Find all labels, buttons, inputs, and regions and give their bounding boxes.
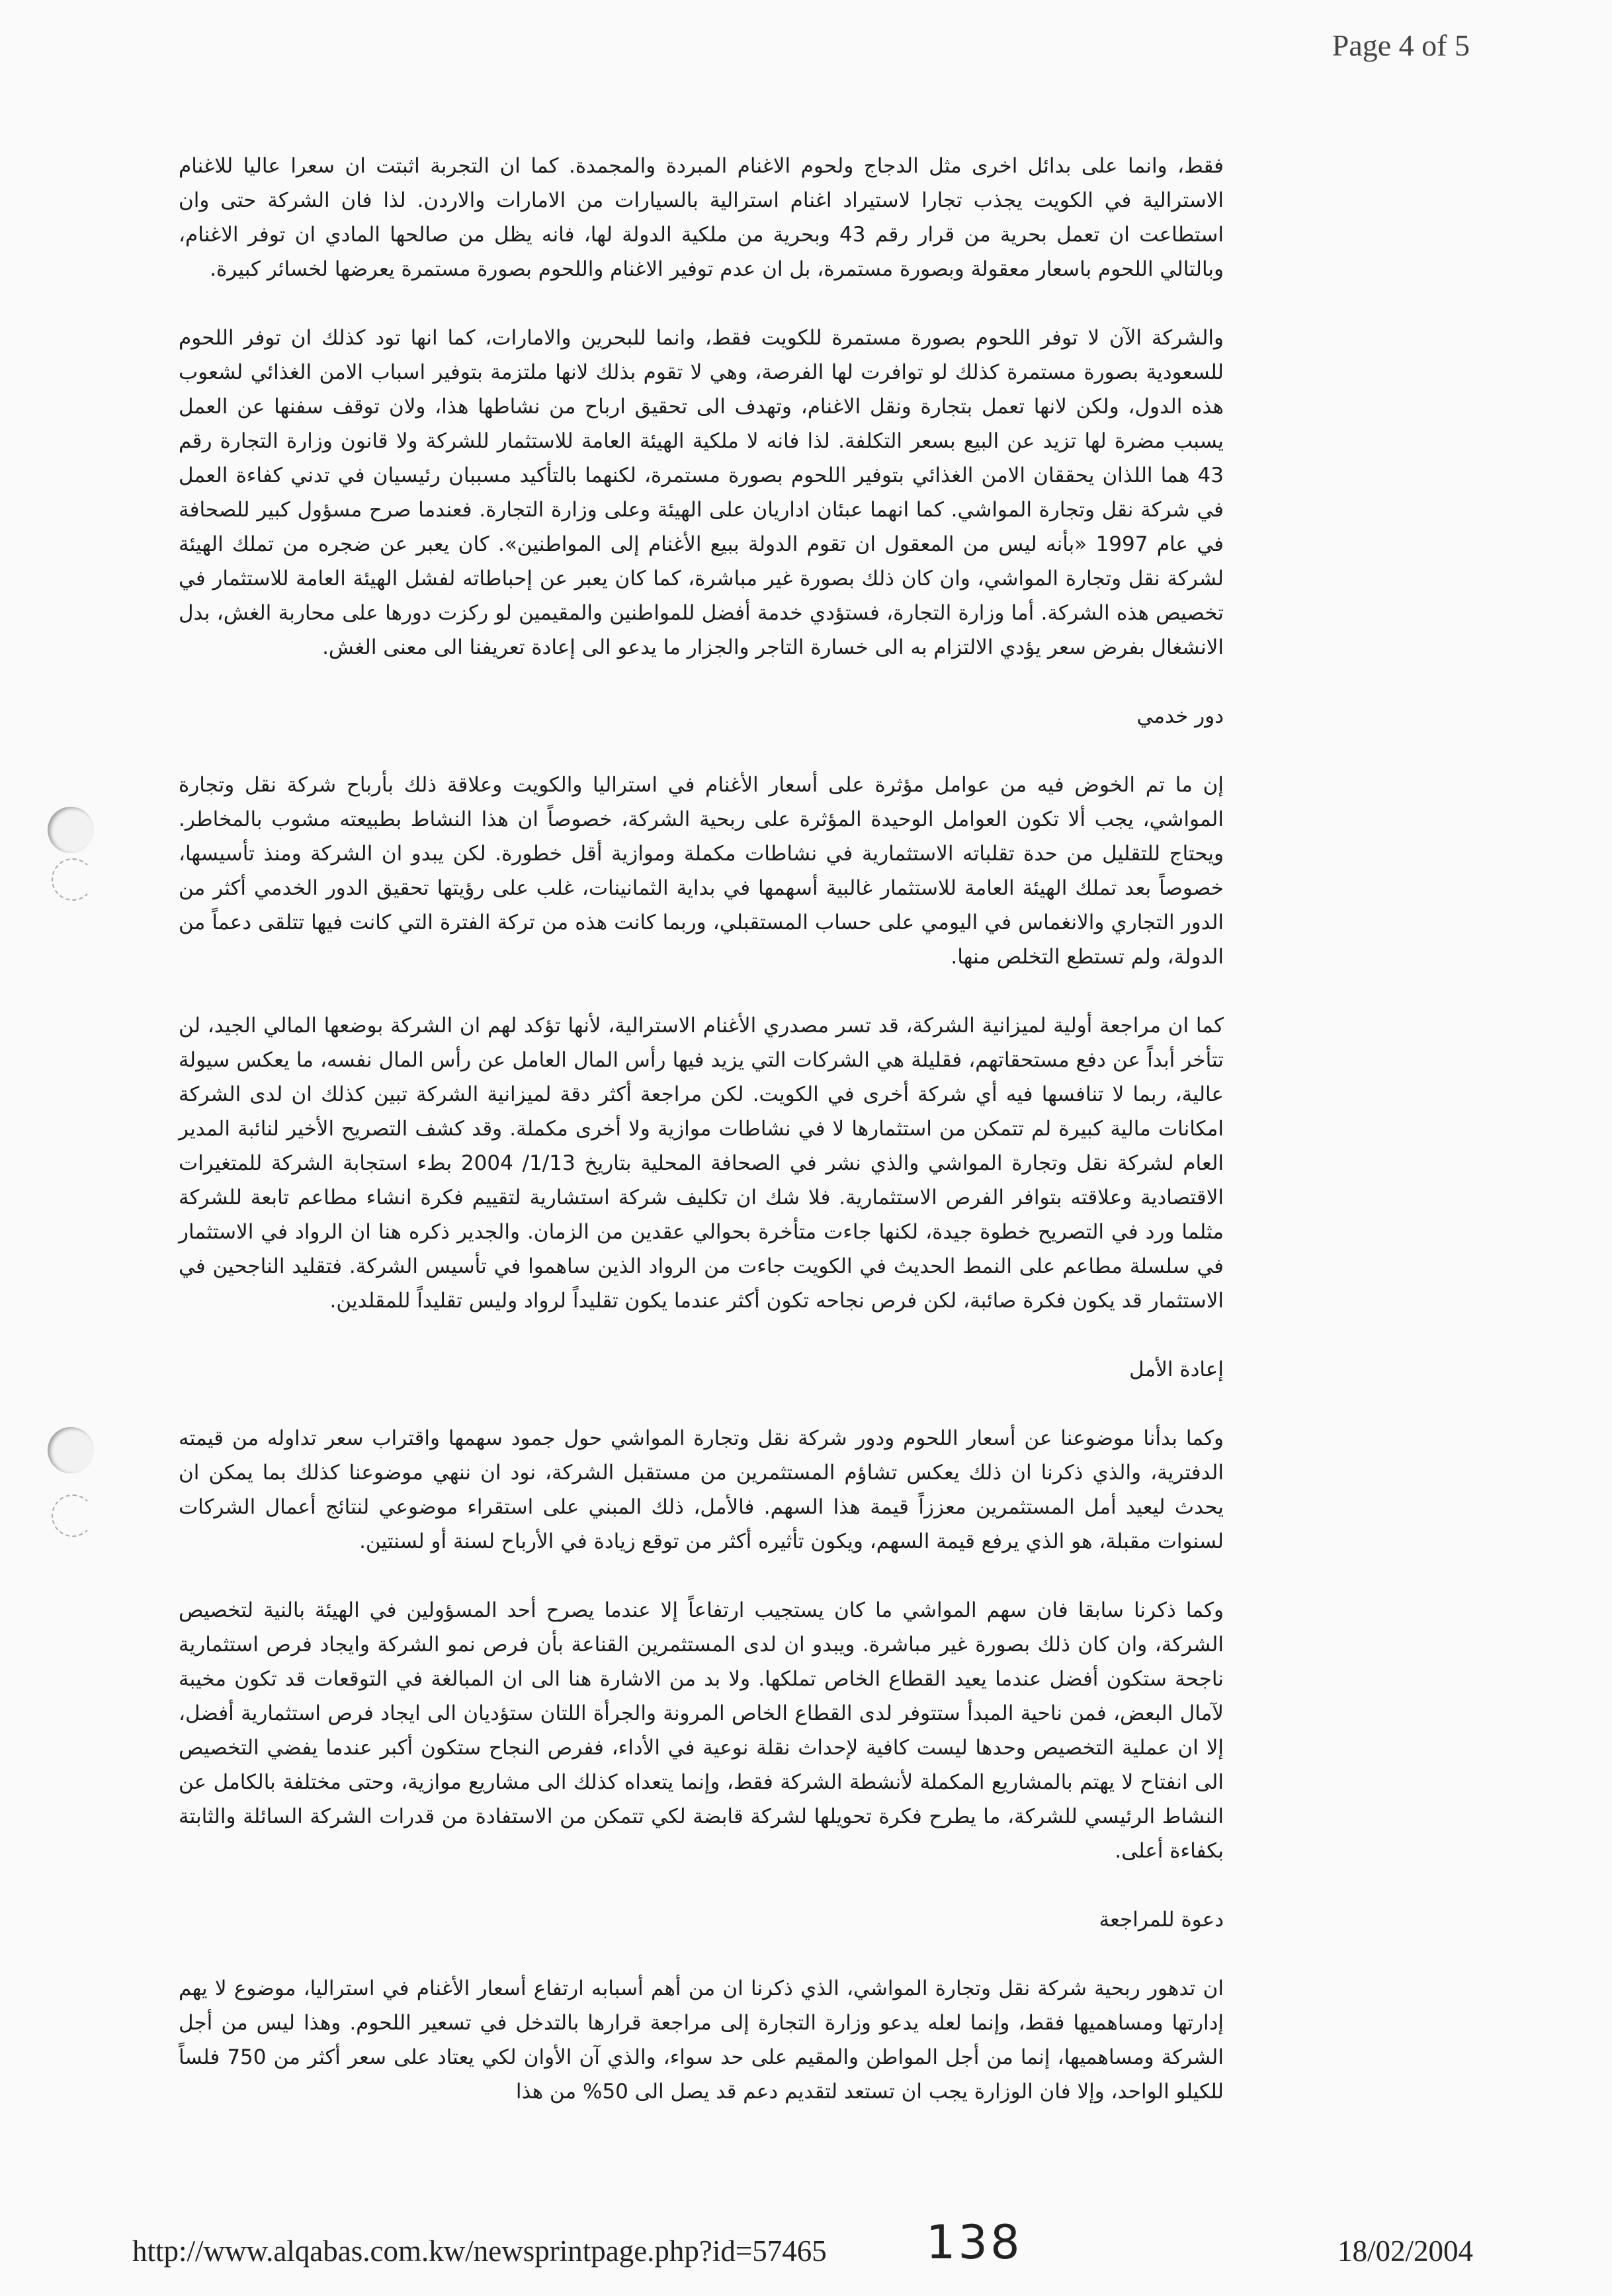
section-heading: دعوة للمراجعة (1099, 1908, 1224, 1932)
paragraph: والشركة الآن لا توفر اللحوم بصورة مستمرة للكويت فقط، وانما للبحرين والامارات، كما انها تود كذلك ان توفر اللحوم للسعودية بصورة مستمرة كذلك لو توافرت لها الفرصة، وهي لا تقوم بذلك لانها ملتزمة بتوفير اسباب الامن الغذائي لشعوب هذه الدول، ولكن لانها تعمل بتجارة ونقل الاغنام، وتهدف الى تحقيق ارباح من نشاطها هذا، ولان توقف سفنها عن العمل يسبب مضرة لها تزيد عن البيع بسعر التكلفة. لذا فانه لا ملكية الهيئة العامة للاستثمار للشركة ولا قانون وزارة التجارة رقم 43 هما اللذان يحققان الامن الغذائي بتوفير اللحوم بصورة مستمرة، لكنهما بالتأكيد مسببان رئيسيان في تدني كفاءة العمل في شركة نقل وتجارة المواشي. كما انهما عبئان اداريان على الهيئة وعلى وزارة التجارة. فعندما صرح مسؤول كبير للصحافة في عام 1997 «بأنه ليس من المعقول ان تقوم الدولة ببيع الأغنام إلى المواطنين». كان يعبر عن ضجره من تملك الهيئة لشركة نقل وتجارة المواشي، وان كان ذلك بصورة غير مباشرة، كما كان يعبر عن إحباطاته لفشل الهيئة العامة للاستثمار في تخصيص هذه الشركة. أما وزارة التجارة، فستؤدي خدمة أفضل للمواطنين والمقيمين لو ركزت دورها على محاربة الغش، بدل الانشغال بفرض سعر يؤدي الالتزام به الى خسارة التاجر والجزار ما يدعو الى إعادة تعريفنا الى معنى الغش. (179, 326, 1224, 659)
paragraph: كما ان مراجعة أولية لميزانية الشركة، قد تسر مصدري الأغنام الاسترالية، لأنها تؤكد لهم ان الشركة بوضعها المالي الجيد، لن تتأخر أبداً عن دفع مستحقاتهم، فقليلة هي الشركات التي يزيد فيها رأس المال العامل عن رأس المال نفسه، ما يعكس سيولة عالية، ربما لا تنافسها فيه أي شركة أخرى في الكويت. لكن مراجعة أكثر دقة لميزانية الشركة تبين كذلك ان لدى الشركة امكانات مالية كبيرة لم تتمكن من استثمارها لا في نشاطات موازية ولا أخرى مكملة. وقد كشف التصريح الأخير لنائبة المدير العام لشركة نقل وتجارة المواشي والذي نشر في الصحافة المحلية بتاريخ 1/13/ 2004 بطء استجابة الشركة للمتغيرات الاقتصادية وعلاقته بتوافر الفرص الاستثمارية. فلا شك ان تكليف شركة استشارية لتقييم فكرة انشاء مطاعم تابعة للشركة مثلما ورد في التصريح خطوة جيدة، لكنها جاءت متأخرة بحوالي عقدين من الزمان. والجدير ذكره هنا ان الرواد في الاستثمار في سلسلة مطاعم على النمط الحديث في الكويت جاءت من الرواد الذين ساهموا في تأسيس الشركة. فتقليد الناجحين في الاستثمار قد يكون فكرة صائبة، لكن فرص نجاحه تكون أكثر عندما يكون تقليداً لرواد وليس تقليداً للمقلدين. (179, 1014, 1224, 1313)
paragraph: ان تدهور ربحية شركة نقل وتجارة المواشي، الذي ذكرنا ان من أهم أسبابه ارتفاع أسعار الأغنام في استراليا، موضوع لا يهم إدارتها ومساهميها فقط، وإنما لعله يدعو وزارة التجارة إلى مراجعة قرارها بالتدخل في تسعير اللحوم. وهذا ليس من أجل الشركة ومساهميها، إنما من أجل المواطن والمقيم على حد سواء، والذي آن الأوان لكي يعتاد على سعر أكثر من 750 فلساً للكيلو الواحد، وإلا فان الوزارة يجب ان تستعد لتقديم دعم قد يصل الى 50% من هذا (179, 1977, 1224, 2104)
section-heading: دور خدمي (1136, 704, 1224, 728)
page-header: Page 4 of 5 (1332, 28, 1470, 62)
paragraph: وكما ذكرنا سابقا فان سهم المواشي ما كان يستجيب ارتفاعاً إلا عندما يصرح أحد المسؤولين في الهيئة بالنية لتخصيص الشركة، وان كان ذلك بصورة غير مباشرة. ويبدو ان لدى المستثمرين القناعة بأن فرص نمو الشركة وايجاد فرص استثمارية ناجحة ستكون أفضل عندما يعيد القطاع الخاص تملكها. ولا بد من الاشارة هنا الى ان المبالغة في التوقعات قد تكون مخيبة لآمال البعض، فمن ناحية المبدأ ستتوفر لدى القطاع الخاص المرونة والجرأة اللتان ستؤديان الى ايجاد فرص استثمارية أفضل، إلا ان عملية التخصيص وحدها ليست كافية لإحداث نقلة نوعية في الأداء، ففرص النجاح ستكون أكبر عندما يفضي التخصيص الى انفتاح لا يهتم بالمشاريع المكملة لأنشطة الشركة فقط، وإنما يتعداه كذلك الى مشاريع موازية، وحتى مختلفة بالكامل عن النشاط الرئيسي للشركة، ما يطرح فكرة تحويلها لشركة قابضة لكي تتمكن من الاستفادة من قدرات الشركة السائلة والثابتة بكفاءة أعلى. (179, 1598, 1224, 1863)
article-body (179, 149, 1224, 2143)
handwritten-page-number: 138 (926, 2215, 1023, 2270)
punch-hole-bottom-shadow (52, 1495, 94, 1537)
punch-hole-top-shadow (52, 858, 94, 901)
footer-date: 18/02/2004 (1337, 2234, 1473, 2268)
paragraph: فقط، وانما على بدائل اخرى مثل الدجاج ولحوم الاغنام المبردة والمجمدة. كما ان التجربة اثبتت ان سعرا عاليا للاغنام الاسترالية في الكويت يجذب تجارا لاستيراد اغنام استرالية بالسيارات من الامارات والاردن. لذا فان الشركة حتى وان استطاعت ان تعمل بحرية من قرار رقم 43 وبحرية من ملكية الدولة لها، فانه يظل من صالحها المادي ان توفر الاغنام، وبالتالي اللحوم باسعار معقولة وبصورة مستمرة، بل ان عدم توفير الاغنام واللحوم بصورة مستمرة يعرضها لخسائر كبيرة. (179, 154, 1224, 281)
punch-hole-top (48, 807, 94, 853)
footer-url: http://www.alqabas.com.kw/newsprintpage.php?id=57465 (132, 2234, 827, 2268)
section-heading: إعادة الأمل (1129, 1358, 1224, 1381)
paragraph: إن ما تم الخوض فيه من عوامل مؤثرة على أسعار الأغنام في استراليا والكويت وعلاقة ذلك بأرباح شركة نقل وتجارة المواشي، يجب ألا تكون العوامل الوحيدة المؤثرة على ربحية الشركة، خصوصاً ان هذا النشاط بطبيعته مشوب بالمخاطر. ويحتاج للتقليل من حدة تقلباته الاستثمارية في نشاطات مكملة وموازية أقل خطورة. لكن يبدو ان الشركة ومنذ تأسيسها، خصوصاً بعد تملك الهيئة العامة للاستثمار غالبية أسهمها في بداية الثمانينات، غلب على رؤيتها تحقيق الدور الخدمي أكثر من الدور التجاري والانغماس في اليومي على حساب المستقبلي، وربما كانت هذه من تركة الفترة التي كانت فيها تتلقى دعماً من الدولة، ولم تستطع التخلص منها. (179, 773, 1224, 969)
paragraph: وكما بدأنا موضوعنا عن أسعار اللحوم ودور شركة نقل وتجارة المواشي حول جمود سهمها واقتراب سعر تداوله من قيمته الدفترية، والذي ذكرنا ان ذلك يعكس تشاؤم المستثمرين من مستقبل الشركة، نود ان ننهي موضوعنا كذلك بما يمكن ان يحدث ليعيد أمل المستثمرين معززاً قيمة هذا السهم. فالأمل، ذلك المبني على استقراء موضوعي لنتائج أعمال الشركات لسنوات مقبلة، هو الذي يرفع قيمة السهم، ويكون تأثيره أكثر من توقع زيادة في الأرباح لسنة أو لسنتين. (179, 1426, 1224, 1553)
punch-hole-bottom (48, 1427, 94, 1473)
